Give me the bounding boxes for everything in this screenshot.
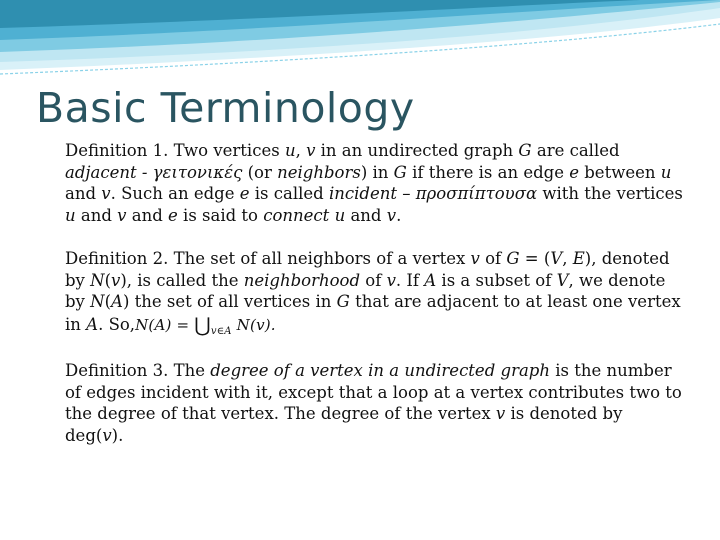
definition-2-segment: , we denote by xyxy=(65,270,666,311)
definition-2-segment: . So, xyxy=(98,314,136,334)
definition-2-segment: v xyxy=(386,270,396,290)
definition-2-segment: ), denoted by xyxy=(65,249,670,290)
definition-1-segment: neighbors xyxy=(277,162,361,182)
definition-2-segment: v xyxy=(111,270,121,290)
definition-3-segment: v xyxy=(102,425,112,445)
definition-1-segment: are called xyxy=(531,141,620,160)
definition-1 xyxy=(65,140,685,226)
definition-2-segment: = ( xyxy=(519,249,551,268)
definition-1-segment: and xyxy=(65,184,102,203)
definition-1-segment: v xyxy=(306,141,316,160)
definition-1-segment: . Such an edge xyxy=(110,184,240,203)
definition-3-segment: v xyxy=(495,404,506,423)
definition-3-segment: is denoted by deg( xyxy=(65,404,623,445)
definition-1-segment: in an undirected graph xyxy=(315,141,519,160)
header-wave-decoration xyxy=(0,0,720,80)
definition-1-segment: incident – προσπίπτουσα xyxy=(328,184,538,203)
definition-1-segment: if there is an edge xyxy=(406,162,570,182)
definition-1-segment: connect xyxy=(263,205,330,225)
definition-2-segment: V xyxy=(550,249,563,268)
definition-3-segment: ). xyxy=(111,425,124,445)
definition-3 xyxy=(65,360,685,446)
definition-2-segment: that are adjacent to at least one vertex in xyxy=(65,292,681,334)
definition-1-segment: is said to xyxy=(177,205,264,225)
definition-1-segment: e xyxy=(168,205,178,225)
definition-2-segment: v xyxy=(470,249,480,268)
formula-lhs: N(A) = xyxy=(135,315,195,334)
definition-1-segment: ) in xyxy=(360,162,394,182)
definition-2-segment: of xyxy=(360,270,387,290)
definition-2-segment: V xyxy=(556,270,569,290)
definition-2-label: Definition 2. xyxy=(65,249,169,268)
definition-1-segment: , xyxy=(295,141,307,160)
formula-subscript: v∈A xyxy=(210,325,232,337)
definition-1-segment: v xyxy=(101,184,111,203)
definition-1-segment: e xyxy=(569,162,579,182)
slide-title: Basic Terminology xyxy=(36,84,415,132)
definition-1-segment: v xyxy=(386,205,397,225)
definition-2-segment: G xyxy=(506,249,520,268)
definition-2-segment: ) the set of all vertices in xyxy=(122,292,337,311)
definition-2-segment: N xyxy=(90,292,105,311)
definition-2-segment: ), is called the xyxy=(120,270,244,290)
definition-1-segment: G xyxy=(518,141,532,160)
definition-1-segment: and xyxy=(126,205,169,225)
formula-rhs: N(v). xyxy=(231,315,276,334)
definition-2-segment: of xyxy=(479,249,507,268)
definition-1-segment: is called xyxy=(249,184,329,203)
definition-1-segment: . xyxy=(396,205,402,225)
definition-1-segment: and xyxy=(75,205,118,225)
definition-1-segment: between xyxy=(579,162,661,182)
definition-1-segment: e xyxy=(239,184,250,203)
definition-2-segment: A xyxy=(86,314,99,334)
definition-1-segment: adjacent - γειτονικές xyxy=(65,162,243,182)
slide-body xyxy=(65,140,685,468)
definition-2-segment: E xyxy=(572,249,585,268)
definition-2 xyxy=(65,248,685,338)
definition-2-segment: N xyxy=(90,270,105,290)
definition-2-segment: ( xyxy=(104,292,112,311)
definition-2-segment: ( xyxy=(104,270,112,290)
definition-2-segment: , xyxy=(562,249,573,268)
definition-2-segment: neighborhood xyxy=(243,270,361,290)
definition-2-segment: G xyxy=(336,292,350,311)
definition-1-segment: u xyxy=(65,205,76,225)
definition-2-segment: . If xyxy=(395,270,425,290)
definition-3-segment: The xyxy=(168,361,211,380)
definition-3-label: Definition 3. xyxy=(65,361,169,380)
definition-1-segment: (or xyxy=(242,162,278,182)
definition-1-segment: Two vertices xyxy=(168,141,285,160)
definition-2-segment: A xyxy=(111,292,123,311)
definition-1-segment: with the vertices xyxy=(537,184,683,203)
definition-1-segment: u xyxy=(660,162,672,182)
definition-1-segment: u xyxy=(284,141,296,160)
definition-1-label: Definition 1. xyxy=(65,141,169,160)
definition-2-segment: The set of all neighbors of a vertex xyxy=(168,249,471,268)
definition-1-segment: v xyxy=(117,205,127,225)
definition-2-segment: is a subset of xyxy=(436,270,557,290)
definition-3-segment: is the number of edges incident with it, except that a loop at a vertex contributes two to the degree of that vertex. The degree of the vertex xyxy=(65,361,682,423)
union-symbol: ⋃ xyxy=(194,312,211,337)
definition-3-segment: degree of a vertex in a undirected graph xyxy=(210,361,550,380)
definition-1-segment: u xyxy=(334,205,346,225)
definition-1-segment: and xyxy=(345,205,387,225)
definition-2-segment: A xyxy=(424,270,437,290)
neighborhood-union-formula xyxy=(135,312,276,337)
definition-1-segment: G xyxy=(393,162,407,182)
